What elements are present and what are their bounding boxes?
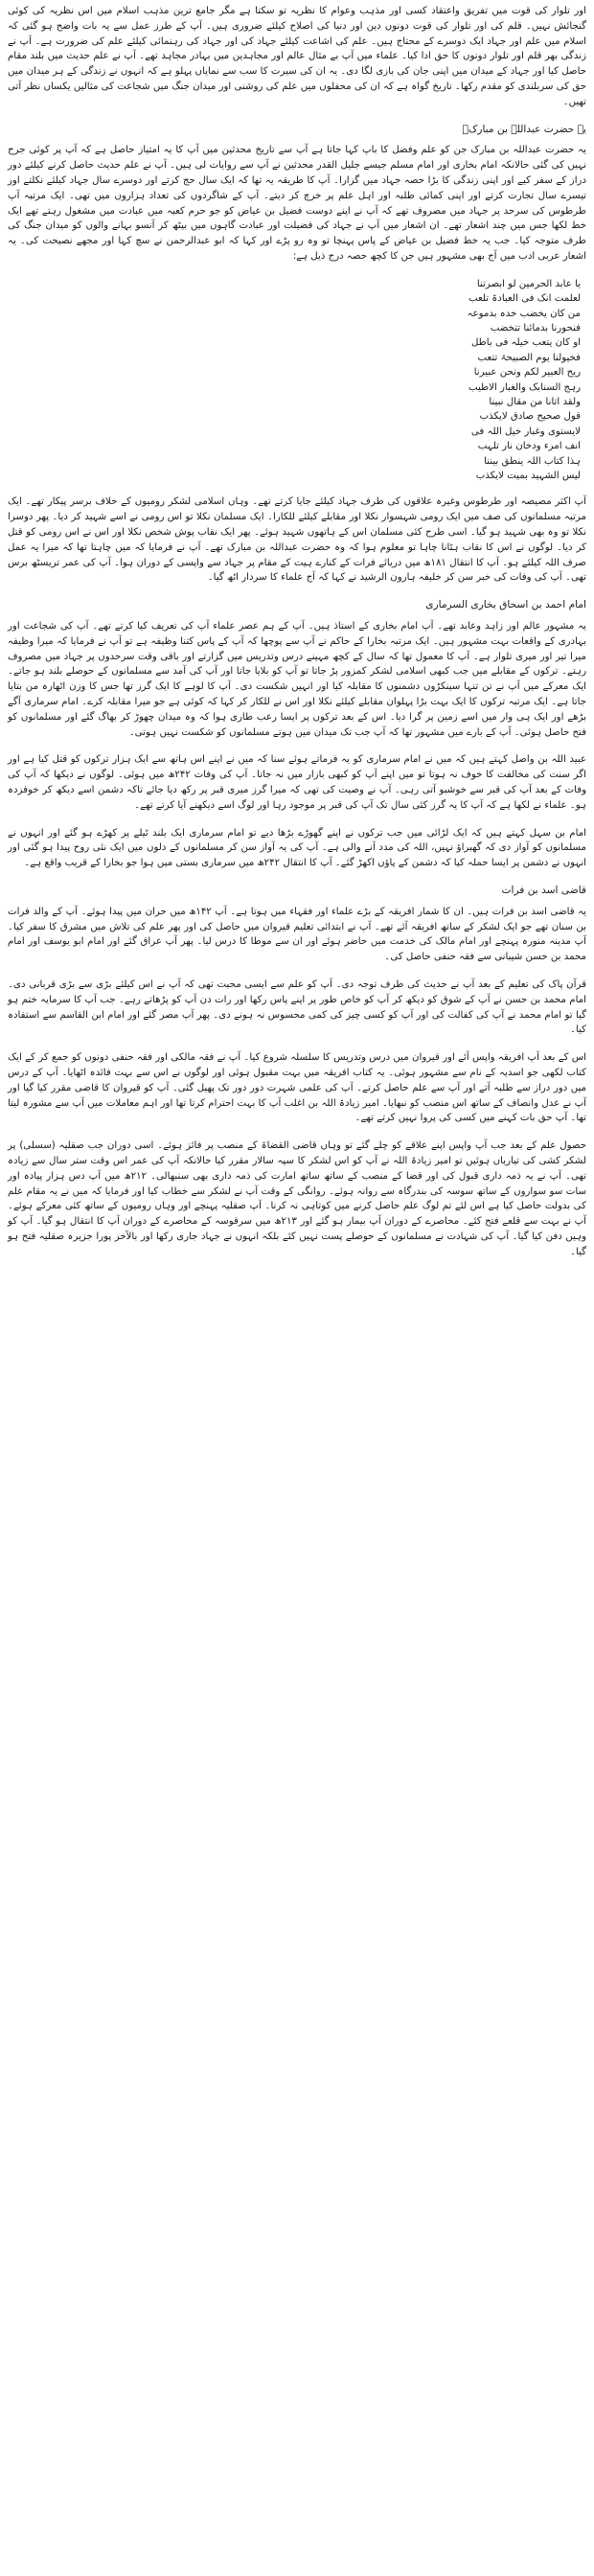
verse-line: فخیولنا یوم الصبیحۃ تتعب [477,352,581,363]
verse-line: من کان یخضب خدہ بدموعہ [467,308,581,319]
paragraph: یہ حضرت عبداللہ بن مبارک جن کو علم وفضل کا باپ کہا جاتا ہے آپ سے تاریخ محدثین میں آپ کا یہ امتیاز حاصل ہے کہ آپ پر کوئی جرح نہیں کی گئی حالانکہ امام بخاری اور امام مسلم جیسے جلیل القدر محدثین نے آپ سے روایات لی ہیں۔ آپ نے علم حدیث حاصل کرنے کیلئے دور دراز کے سفر کیے اور اپنی زندگی کا بڑا حصہ جہاد میں گزارا۔ آپ کا طریقہ یہ تھا کہ ایک سال حج کرتے اور دوسرے سال جہاد کیلئے نکلتے اور تیسرے سال تجارت کرتے اور اپنی کمائی طلبہ اور اہل علم پر خرچ کر دیتے۔ آپ کے شاگردوں کی تعداد ہزاروں میں تھی۔ ایک مرتبہ آپ طرطوس کی سرحد پر جہاد میں مصروف تھے کہ آپ نے اپنے دوست فضیل بن عیاض کو جو حرم کعبہ میں عبادت میں مشغول رہتے تھے ایک خط لکھا جس میں چند اشعار تھے۔ ان اشعار میں آپ نے جہاد کی فضیلت اور عبادت گاہوں میں بیٹھ کر آنسو بہانے والوں کو میدان جنگ کی طرف متوجہ کیا۔ جب یہ خط فضیل بن عیاض کے پاس پہنچا تو وہ رو پڑے اور کہا کہ ابو عبدالرحمن نے سچ کہا اور مجھے نصیحت کی۔ یہ اشعار عربی ادب میں آج بھی مشہور ہیں جن کا کچھ حصہ درج ذیل ہے: [8,145,586,262]
verse-line: انف امرء ودخان نار تلہب [477,441,581,452]
paragraph: حصول علم کے بعد جب آپ واپس اپنے علاقے کو چلے گئے تو وہاں قاضی القضاۃ کے منصب پر فائز ہوئے۔ اسی دوران جب صقلیہ (سسلی) پر لشکر کشی کی تیاریاں ہوئیں تو امیر زیادۃ اللہ نے آپ کو اس لشکر کا سپہ سالار مقرر کیا حالانکہ آپ کی عمر اس وقت ستر سال سے زیادہ تھی۔ آپ نے یہ ذمہ داری قبول کی اور قضا کے منصب کے ساتھ ساتھ امارت کی ذمہ داری بھی سنبھالی۔ ۲۱۲ھ میں آپ دس ہزار پیادہ اور سات سو سواروں کے ساتھ سوسہ کی بندرگاہ سے روانہ ہوئے۔ روانگی کے وقت آپ نے لشکر سے خطاب کیا اور فرمایا کہ میں نے یہ مقام علم کی بدولت حاصل کیا ہے اس لئے تم لوگ علم حاصل کرنے میں کوتاہی نہ کرنا۔ آپ صقلیہ پہنچے اور وہاں رومیوں کے ساتھ کئی معرکے ہوئے۔ آپ نے بہت سے قلعے فتح کئے۔ محاصرے کے دوران آپ بیمار ہو گئے اور ۲۱۳ھ میں سرقوسہ کے محاصرے کے دوران آپ کا انتقال ہو گیا۔ آپ کو وہیں دفن کیا گیا۔ آپ کی شہادت نے مسلمانوں کے حوصلے پست نہیں کئے بلکہ انہوں نے جہاد جاری رکھا اور بالآخر پورا جزیرہ صقلیہ فتح ہو گیا۔ [8,1140,586,1257]
verse-line: لعلمت انک فی العبادۃ تلعب [468,293,581,305]
verse-line: لایستوی وغبار خیل اللہ فی [470,426,581,437]
paragraph: قرآن پاک کی تعلیم کے بعد آپ نے حدیث کی طرف توجہ دی۔ آپ کو علم سے ایسی محبت تھی کہ آپ نے اس کیلئے بڑی سے بڑی قربانی دی۔ امام محمد بن حسن نے آپ کے شوق کو دیکھ کر آپ کو خاص طور پر اپنے پاس رکھا اور رات دن آپ کو پڑھاتے رہے۔ جب آپ کا سرمایہ ختم ہو گیا تو امام محمد نے آپ کی کفالت کی اور آپ کو کسی چیز کی کمی محسوس نہ ہونے دی۔ پھر آپ مصر گئے اور امام ابن القاسم سے استفادہ کیا۔ [8,978,586,1036]
verse-line: فنحورنا بدمائنا تتخضب [490,322,581,334]
paragraph: آپ اکثر مصیصہ اور طرطوس وغیرہ علاقوں کی طرف جہاد کیلئے جایا کرتے تھے۔ وہاں اسلامی لشکر رومیوں کے خلاف برسر پیکار تھے۔ ایک مرتبہ مسلمانوں کی صف میں ایک رومی شہسوار نکلا اور مقابلے کیلئے للکارا۔ ایک مسلمان نکلا تو اس رومی نے اسے شہید کر دیا۔ پھر دوسرا نکلا تو وہ بھی شہید ہو گیا۔ اسی طرح کئی مسلمان اس کے ہاتھوں شہید ہوئے۔ پھر ایک نقاب پوش شخص نکلا اور اس نے اس رومی کو قتل کر دیا۔ لوگوں نے اس کا نقاب ہٹانا چاہا تو معلوم ہوا کہ وہ حضرت عبداللہ بن مبارک تھے۔ آپ نے فرمایا کہ میں چاہتا تھا کہ میرا یہ عمل صرف اللہ کیلئے ہو۔ آپ کا انتقال ۱۸۱ھ میں دریائے فرات کے کنارے ہیت کے مقام پر جہاد سے واپسی کے دوران ہوا۔ آپ کی عمر تریسٹھ برس تھی۔ آپ کی وفات کی خبر سن کر خلیفہ ہارون الرشید نے کہا کہ آج علماء کا سردار اٹھ گیا۔ [8,496,586,584]
document-body [8,4,586,1260]
section-heading: یہ حضرت عبداللہ بن مبارکؒ [462,123,586,135]
verse-line: ہذا کتاب اللہ ینطق بیننا [484,455,581,467]
paragraph: یہ مشہور عالم اور زاہد وعابد تھے۔ آپ امام بخاری کے استاذ ہیں۔ آپ کے ہم عصر علماء آپ کی تعریف کیا کرتے تھے۔ آپ کی شجاعت اور بہادری کے واقعات بہت مشہور ہیں۔ ایک مرتبہ بخارا کے حاکم نے آپ سے پوچھا کہ آپ کے پاس کتنا وظیفہ ہے تو آپ نے فرمایا کہ میرا وظیفہ میرا تیر اور میری تلوار ہے۔ آپ کا معمول تھا کہ سال کے کچھ مہینے درس وتدریس میں گزارتے اور باقی وقت سرحدوں پر جہاد میں مصروف رہتے۔ ترکوں کے مقابلے میں جب کبھی اسلامی لشکر کمزور پڑ جاتا تو آپ کو بلایا جاتا اور آپ کی آمد سے مسلمانوں کے حوصلے بلند ہو جاتے۔ ایک معرکے میں آپ نے تن تنہا سینکڑوں دشمنوں کا مقابلہ کیا اور انہیں شکست دی۔ آپ کا لوہے کا ایک گرز تھا جس کا وزن اٹھارہ من بتایا جاتا ہے۔ ایک مرتبہ ترکوں کا ایک بہت بڑا پہلوان مقابلے کیلئے نکلا اور اس نے للکار کر کہا کہ کوئی ہے جو میرا مقابلہ کرے۔ امام سرماری آگے بڑھے اور ایک ہی وار میں اسے زمین پر گرا دیا۔ اس کے بعد ترکوں پر ایسا رعب طاری ہوا کہ وہ میدان چھوڑ کر بھاگ گئے اور مسلمانوں کو فتح حاصل ہوئی۔ آپ کے بارے میں مشہور تھا کہ آپ جب تک میدان میں ہوتے مسلمانوں کو شکست نہیں ہوتی۔ [8,621,586,738]
paragraph: اس کے بعد آپ افریقہ واپس آئے اور قیروان میں درس وتدریس کا سلسلہ شروع کیا۔ آپ نے فقہ مالکی اور فقہ حنفی دونوں کو جمع کر کے ایک کتاب لکھی جو اسدیہ کے نام سے مشہور ہوئی۔ یہ کتاب افریقہ میں بہت مقبول ہوئی اور لوگوں نے اس سے بہت فائدہ اٹھایا۔ آپ کے درس میں دور دراز سے طلبہ آتے اور آپ سے علم حاصل کرتے۔ آپ کی علمی شہرت دور دور تک پھیل گئی۔ آپ کو قیروان کا قاضی مقرر کیا گیا اور آپ نے عدل وانصاف کے ساتھ اس منصب کو نبھایا۔ امیر زیادۃ اللہ بن اغلب آپ کا بہت احترام کرتا تھا اور اہم معاملات میں آپ سے مشورہ لیتا تھا۔ آپ حق بات کہنے میں کسی کی پروا نہیں کرتے تھے۔ [8,1052,586,1124]
verse-line: رہج السنابک والغبار الاطیب [468,381,581,393]
section-heading: امام احمد بن اسحاق بخاری السرماری [425,599,586,611]
verse-line: ولقد اتانا من مقال نبینا [489,397,581,407]
section-heading: قاضی اسد بن فرات [501,884,586,896]
verse-line: یا عابد الحرمین لو ابصرتنا [476,278,581,289]
verse-line: لیس الشہید بمیت لایکذب [475,471,581,482]
verse-block [8,277,586,484]
paragraph: یہ قاضی اسد بن فرات ہیں۔ ان کا شمار افریقہ کے بڑے علماء اور فقہاء میں ہوتا ہے۔ آپ ۱۴۲ھ میں حران میں پیدا ہوئے۔ آپ کے والد فرات بن سنان تھے جو ایک لشکر کے ساتھ افریقہ آئے تھے۔ آپ نے ابتدائی تعلیم قیروان میں حاصل کی اور پھر علم کی تلاش میں مشرق کا سفر کیا۔ آپ مدینہ منورہ پہنچے اور امام مالک کی خدمت میں حاضر ہوئے اور ان سے موطا کا درس لیا۔ پھر آپ عراق گئے اور امام ابو یوسف اور امام محمد بن حسن شیبانی سے فقہ حنفی حاصل کی۔ [8,906,586,963]
paragraph: عبید اللہ بن واصل کہتے ہیں کہ میں نے امام سرماری کو یہ فرماتے ہوئے سنا کہ میں نے اپنے اس ہاتھ سے ایک ہزار ترکوں کو قتل کیا ہے اور اگر سنت کی مخالفت کا خوف نہ ہوتا تو میں اپنے آپ کو کبھی بازار میں نہ جاتا۔ آپ کی وفات ۲۴۲ھ میں ہوئی۔ لوگوں نے دیکھا کہ آپ کی وفات کے بعد آپ کی قبر سے خوشبو آتی رہی۔ آپ نے وصیت کی تھی کہ میرا گرز میری قبر پر رکھ دیا جائے تاکہ دشمن اسے دیکھ کر خوفزدہ ہو۔ علماء نے لکھا ہے کہ آپ کا یہ گرز کئی سال تک آپ کی قبر پر موجود رہا اور لوگ اسے دیکھنے آیا کرتے تھے۔ [8,754,586,811]
verse-line: او کان یتعب خیلہ فی باطل [470,337,581,349]
verse-line: قول صحیح صادق لایکذب [479,411,581,423]
paragraph: امام بن سہل کہتے ہیں کہ ایک لڑائی میں جب ترکوں نے اپنے گھوڑے بڑھا دیے تو امام سرماری ایک بلند ٹیلے پر کھڑے ہو گئے اور انہوں نے مسلمانوں کو آواز دی کہ گھبراؤ نہیں، اللہ کی مدد آنے والی ہے۔ آپ کی یہ آواز سن کر مسلمانوں کے دلوں میں ایک نئی روح پیدا ہو گئی اور انہوں نے دشمن پر ایسا حملہ کیا کہ دشمن کے پاؤں اکھڑ گئے۔ آپ کا انتقال ۲۴۲ھ میں سرماری بستی میں ہوا جو بخارا کے قریب واقع ہے۔ [8,827,586,869]
paragraph: اور تلوار کی قوت میں تفریق واعتقاد کسی اور مذہب وعوام کا نظریہ تو سکتا ہے مگر جامع ترین مذہب اسلام میں اس نظریہ کی کوئی گنجائش نہیں۔ قلم کی اور تلوار کی قوت دونوں دین اور دنیا کی اصلاح کیلئے ضروری ہیں۔ آپ کے طرز عمل سے یہ بات واضح ہو گئی کہ اسلام میں علم اور جہاد ایک دوسرے کے محتاج ہیں۔ علم کی اشاعت کیلئے جہاد کی اور جہاد کی رہنمائی کیلئے علم کی ضرورت ہے۔ آپ نے زندگی بھر قلم اور تلوار دونوں کا حق ادا کیا۔ علماء میں آپ بے مثال عالم اور مجاہدین میں بہادر مجاہد تھے۔ آپ نے علم حدیث میں بلند مقام حاصل کیا اور جہاد کے میدان میں اپنی جان کی بازی لگا دی۔ یہ ان کی سیرت کا سب سے نمایاں پہلو ہے کہ انہوں نے زندگی کے ہر میدان میں حق کی سربلندی کو مقدم رکھا۔ تاریخ گواہ ہے کہ ان کی محفلوں میں علم کی روشنی اور میدان جنگ میں شجاعت کی مثالیں یکساں نظر آتی تھیں۔ [8,6,586,107]
verse-line: ریح العبیر لکم ونحن عبیرنا [473,367,581,379]
